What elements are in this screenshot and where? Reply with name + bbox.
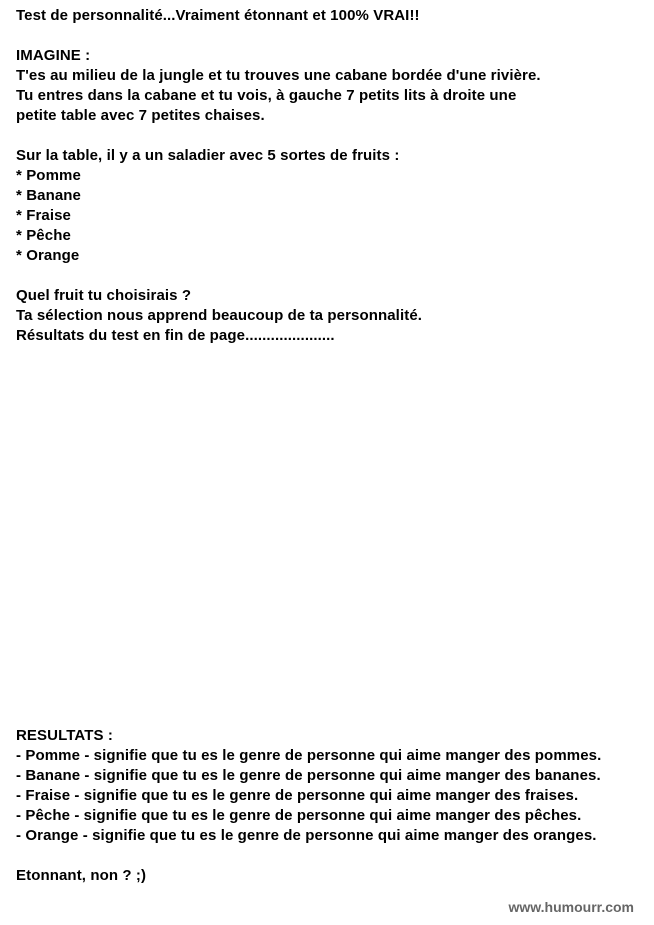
results-heading: RESULTATS :	[16, 727, 113, 744]
imagine-label: IMAGINE :	[16, 47, 91, 64]
fruit-list-item: * Pomme	[16, 167, 81, 184]
question-line: Résultats du test en fin de page.....................	[16, 327, 335, 344]
question-line: Ta sélection nous apprend beaucoup de ta personnalité.	[16, 307, 423, 324]
result-item: - Fraise - signifie que tu es le genre de personne qui aime manger des fraises.	[16, 787, 579, 804]
result-item: - Pêche - signifie que tu es le genre de personne qui aime manger des pêches.	[16, 807, 582, 824]
scene-line: petite table avec 7 petites chaises.	[16, 107, 265, 124]
page-title: Test de personnalité...Vraiment étonnant et 100% VRAI!!	[16, 7, 420, 24]
table-line: Sur la table, il y a un saladier avec 5 sortes de fruits :	[16, 147, 400, 164]
result-item: - Banane - signifie que tu es le genre de personne qui aime manger des bananes.	[16, 767, 601, 784]
closing-line: Etonnant, non ? ;)	[16, 867, 147, 884]
result-item: - Pomme - signifie que tu es le genre de personne qui aime manger des pommes.	[16, 747, 602, 764]
site-watermark: www.humourr.com	[508, 899, 634, 915]
fruit-list-item: * Orange	[16, 247, 80, 264]
fruit-list-item: * Banane	[16, 187, 81, 204]
result-item: - Orange - signifie que tu es le genre de personne qui aime manger des oranges.	[16, 827, 597, 844]
fruit-list-item: * Pêche	[16, 227, 71, 244]
fruit-list-item: * Fraise	[16, 207, 71, 224]
scene-line: Tu entres dans la cabane et tu vois, à gauche 7 petits lits à droite une	[16, 87, 517, 104]
scene-line: T'es au milieu de la jungle et tu trouves une cabane bordée d'une rivière.	[16, 67, 541, 84]
question-line: Quel fruit tu choisirais ?	[16, 287, 192, 304]
